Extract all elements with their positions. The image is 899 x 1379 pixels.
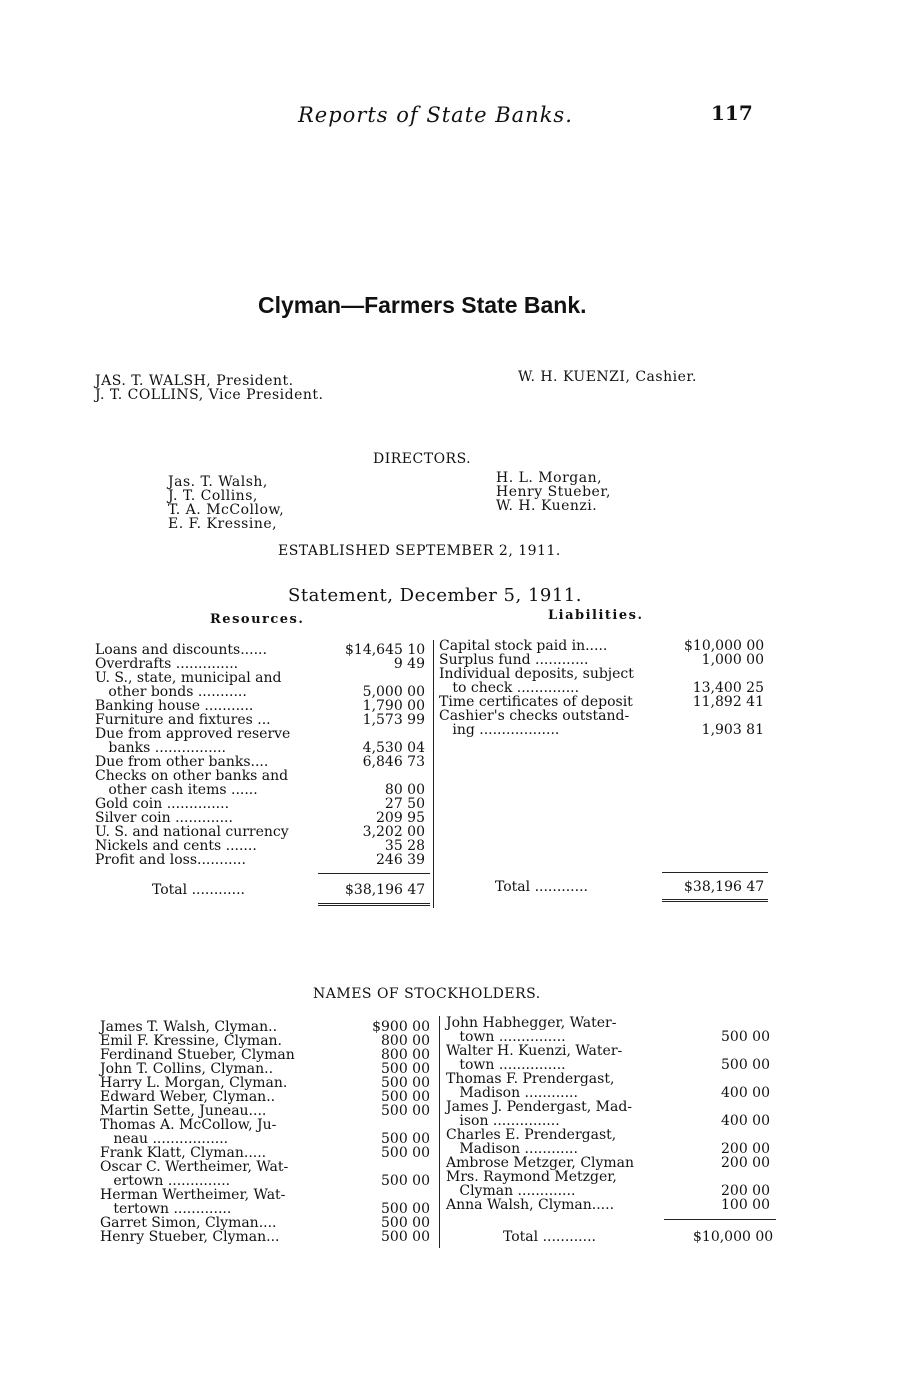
director-left-3: T. A. McCollow, xyxy=(168,502,285,518)
resource-label: Due from approved reserve xyxy=(95,726,291,742)
stockholder-name: town ............... xyxy=(446,1029,566,1045)
stockholder-amount: 500 00 xyxy=(381,1061,430,1077)
stockholders-heading: NAMES OF STOCKHOLDERS. xyxy=(313,986,541,1002)
stockholder-name: Martin Sette, Juneau.... xyxy=(100,1103,267,1119)
liability-amount: 1,903 81 xyxy=(701,722,764,738)
resource-amount: 246 39 xyxy=(376,852,425,868)
stockholder-amount: 500 00 xyxy=(381,1229,430,1245)
directors-heading: DIRECTORS. xyxy=(373,451,472,467)
stockholder-name: Mrs. Raymond Metzger, xyxy=(446,1169,617,1185)
stockholder-amount: $900 00 xyxy=(372,1019,430,1035)
stockholder-amount: 500 00 xyxy=(381,1131,430,1147)
resource-label: Profit and loss........... xyxy=(95,852,246,868)
director-left-1: Jas. T. Walsh, xyxy=(168,474,268,490)
stockholder-amount: 500 00 xyxy=(381,1215,430,1231)
stockholder-name: James T. Walsh, Clyman.. xyxy=(100,1019,278,1035)
statement-column-divider xyxy=(433,640,434,908)
running-title: Reports of State Banks. xyxy=(298,103,573,127)
stockholder-name: Herman Wertheimer, Wat- xyxy=(100,1187,286,1203)
stockholder-name: Emil F. Kressine, Clyman. xyxy=(100,1033,283,1049)
stockholder-name: Madison ............ xyxy=(446,1141,578,1157)
stockholder-amount: 200 00 xyxy=(721,1141,770,1157)
stockholder-name: Clyman ............. xyxy=(446,1183,576,1199)
liability-amount: 1,000 00 xyxy=(701,652,764,668)
resource-amount: 6,846 73 xyxy=(362,754,425,770)
stockholders-total-amount: $10,000 00 xyxy=(693,1229,774,1245)
director-right-3: W. H. Kuenzi. xyxy=(496,498,598,514)
liability-label: Capital stock paid in..... xyxy=(439,638,608,654)
bank-title: Clyman—Farmers State Bank. xyxy=(258,292,587,318)
director-left-2: J. T. Collins, xyxy=(168,488,258,504)
stockholder-amount: 800 00 xyxy=(381,1047,430,1063)
stockholder-name: Anna Walsh, Clyman..... xyxy=(446,1197,615,1213)
stockholder-amount: 100 00 xyxy=(721,1197,770,1213)
liability-amount: $10,000 00 xyxy=(684,638,765,654)
stockholder-amount: 500 00 xyxy=(381,1145,430,1161)
resource-label: banks ................ xyxy=(95,740,226,756)
stockholder-amount: 500 00 xyxy=(381,1173,430,1189)
resource-amount: 5,000 00 xyxy=(362,684,425,700)
resource-label: Furniture and fixtures ... xyxy=(95,712,271,728)
resources-double-rule xyxy=(318,903,430,906)
stockholder-name: Walter H. Kuenzi, Water- xyxy=(446,1043,623,1059)
resource-amount: 35 28 xyxy=(384,838,425,854)
resource-label: Silver coin ............. xyxy=(95,810,233,826)
resource-amount: 27 50 xyxy=(384,796,425,812)
resources-total-rule xyxy=(318,873,430,874)
liability-amount: 13,400 25 xyxy=(692,680,764,696)
stockholder-amount: 500 00 xyxy=(721,1029,770,1045)
resource-label: U. S., state, municipal and xyxy=(95,670,282,686)
resource-amount: 4,530 04 xyxy=(362,740,425,756)
stockholder-name: Ambrose Metzger, Clyman xyxy=(446,1155,635,1171)
stockholder-name: John T. Collins, Clyman.. xyxy=(100,1061,274,1077)
resource-label: Banking house ........... xyxy=(95,698,254,714)
resource-amount: 3,202 00 xyxy=(362,824,425,840)
director-right-1: H. L. Morgan, xyxy=(496,470,603,486)
liability-label: Surplus fund ............ xyxy=(439,652,589,668)
stockholder-name: ison ............... xyxy=(446,1113,560,1129)
resource-amount: 209 95 xyxy=(376,810,425,826)
resources-total-label: Total ............ xyxy=(152,882,245,898)
stockholder-name: tertown ............. xyxy=(100,1201,232,1217)
liabilities-total-rule xyxy=(662,872,768,873)
stockholder-name: Thomas A. McCollow, Ju- xyxy=(100,1117,277,1133)
stockholder-amount: 400 00 xyxy=(721,1085,770,1101)
stockholder-amount: 200 00 xyxy=(721,1183,770,1199)
stockholder-amount: 400 00 xyxy=(721,1113,770,1129)
resource-amount: 9 49 xyxy=(393,656,425,672)
liability-label: Individual deposits, subject xyxy=(439,666,634,682)
statement-title: Statement, December 5, 1911. xyxy=(288,585,582,606)
stockholder-name: Frank Klatt, Clyman..... xyxy=(100,1145,267,1161)
stockholder-amount: 500 00 xyxy=(381,1103,430,1119)
cashier-line: W. H. KUENZI, Cashier. xyxy=(518,369,697,385)
stockholder-name: Harry L. Morgan, Clyman. xyxy=(100,1075,288,1091)
stockholder-name: Oscar C. Wertheimer, Wat- xyxy=(100,1159,289,1175)
resource-label: other cash items ...... xyxy=(95,782,258,798)
resource-label: Gold coin .............. xyxy=(95,796,230,812)
stockholder-name: Thomas F. Prendergast, xyxy=(446,1071,615,1087)
resource-amount: 80 00 xyxy=(384,782,425,798)
stockholder-name: town ............... xyxy=(446,1057,566,1073)
liability-label: to check .............. xyxy=(439,680,580,696)
resources-heading: Resources. xyxy=(210,612,305,627)
stockholder-name: Henry Stueber, Clyman... xyxy=(100,1229,280,1245)
stockholder-name: Edward Weber, Clyman.. xyxy=(100,1089,276,1105)
liability-label: ing .................. xyxy=(439,722,560,738)
resources-total-amount: $38,196 47 xyxy=(345,882,426,898)
resource-label: Overdrafts .............. xyxy=(95,656,239,672)
resource-label: other bonds ........... xyxy=(95,684,247,700)
established-line: ESTABLISHED SEPTEMBER 2, 1911. xyxy=(278,543,561,559)
liability-amount: 11,892 41 xyxy=(692,694,764,710)
stockholder-name: James J. Pendergast, Mad- xyxy=(446,1099,633,1115)
resource-label: Due from other banks.... xyxy=(95,754,269,770)
resource-label: Checks on other banks and xyxy=(95,768,289,784)
liability-label: Time certificates of deposit xyxy=(439,694,633,710)
director-left-4: E. F. Kressine, xyxy=(168,516,278,532)
stockholder-amount: 500 00 xyxy=(381,1089,430,1105)
director-right-2: Henry Stueber, xyxy=(496,484,611,500)
resource-amount: $14,645 10 xyxy=(345,642,426,658)
resource-label: Nickels and cents ....... xyxy=(95,838,257,854)
stockholders-total-label: Total ............ xyxy=(503,1229,596,1245)
liabilities-total-label: Total ............ xyxy=(495,879,588,895)
stockholders-total-rule xyxy=(664,1219,776,1220)
stockholder-name: neau ................. xyxy=(100,1131,229,1147)
stockholder-amount: 200 00 xyxy=(721,1155,770,1171)
liability-label: Cashier's checks outstand- xyxy=(439,708,630,724)
vice-president-line: J. T. COLLINS, Vice President. xyxy=(95,387,324,403)
stockholders-column-divider xyxy=(439,1016,440,1248)
stockholder-amount: 500 00 xyxy=(721,1057,770,1073)
stockholder-name: Garret Simon, Clyman.... xyxy=(100,1215,277,1231)
stockholder-name: Ferdinand Stueber, Clyman xyxy=(100,1047,295,1063)
liabilities-heading: Liabilities. xyxy=(548,608,644,623)
liabilities-double-rule xyxy=(662,899,768,902)
resource-label: U. S. and national currency xyxy=(95,824,289,840)
resource-amount: 1,790 00 xyxy=(362,698,425,714)
stockholder-amount: 500 00 xyxy=(381,1201,430,1217)
president-line: JAS. T. WALSH, President. xyxy=(95,373,294,389)
stockholder-amount: 800 00 xyxy=(381,1033,430,1049)
resource-amount: 1,573 99 xyxy=(362,712,425,728)
page-number: 117 xyxy=(711,101,753,125)
stockholder-name: John Habhegger, Water- xyxy=(446,1015,617,1031)
stockholder-amount: 500 00 xyxy=(381,1075,430,1091)
liabilities-total-amount: $38,196 47 xyxy=(684,879,765,895)
stockholder-name: ertown .............. xyxy=(100,1173,231,1189)
stockholder-name: Madison ............ xyxy=(446,1085,578,1101)
stockholder-name: Charles E. Prendergast, xyxy=(446,1127,617,1143)
resource-label: Loans and discounts...... xyxy=(95,642,267,658)
